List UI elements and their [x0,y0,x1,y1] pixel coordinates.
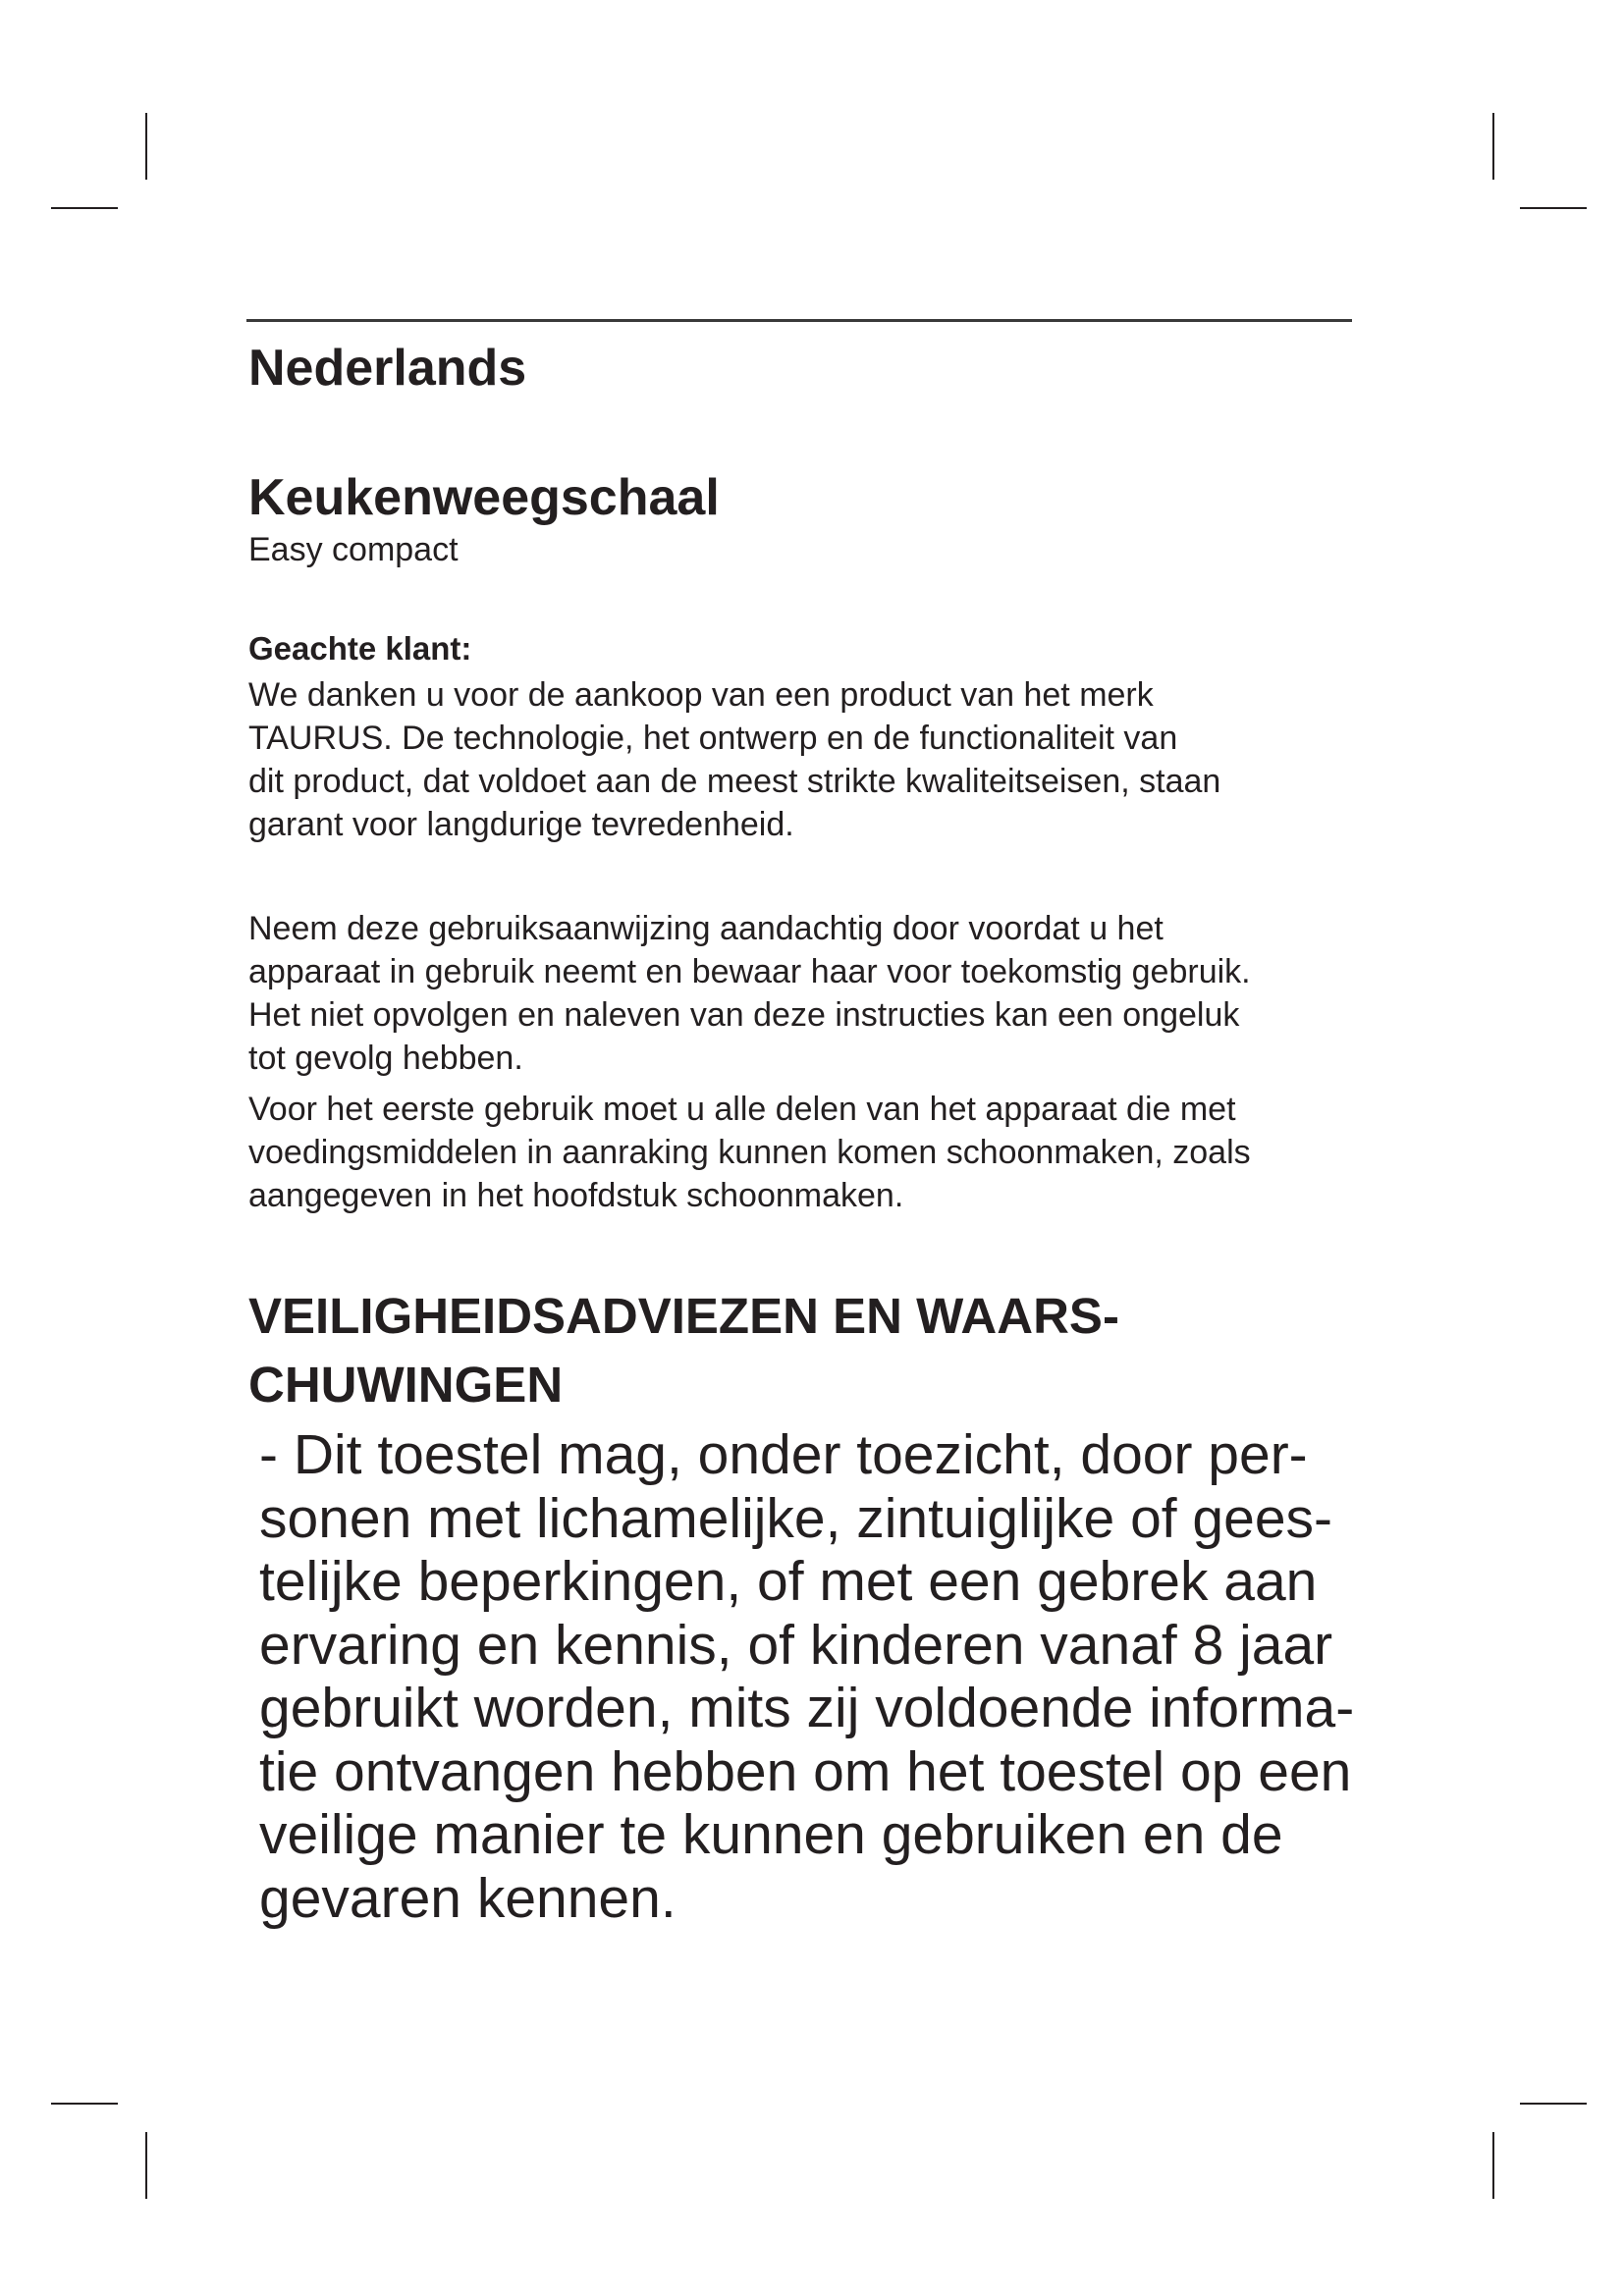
paragraph-line: apparaat in gebruik neemt en bewaar haar voor toekomstig gebruik. [248,953,1251,990]
crop-mark-bottom-left-horizontal [51,2103,118,2105]
crop-mark-bottom-right-horizontal [1520,2103,1587,2105]
crop-mark-top-left-vertical [145,113,147,180]
product-model: Easy compact [248,531,459,568]
warning-line: telijke beperkingen, of met een gebrek aan [259,1550,1318,1613]
first-use-paragraph [248,1088,1358,1217]
crop-mark-top-right-horizontal [1520,207,1587,209]
warning-line: - Dit toestel mag, onder toezicht, door per- [259,1423,1308,1486]
paragraph-line: We danken u voor de aankoop van een product van het merk [248,676,1154,714]
warning-line: gebruikt worden, mits zij voldoende informa- [259,1677,1355,1739]
header-rule [246,319,1352,322]
heading-line: CHUWINGEN [248,1357,564,1413]
paragraph-line: Het niet opvolgen en naleven van deze instructies kan een ongeluk [248,996,1240,1034]
read-instructions-paragraph [248,907,1358,1080]
paragraph-line: dit product, dat voldoet aan de meest strikte kwaliteitseisen, staan [248,763,1221,800]
greeting: Geachte klant: [248,630,472,667]
paragraph-line: garant voor langdurige tevredenheid. [248,806,794,843]
crop-mark-bottom-left-vertical [145,2132,147,2199]
safety-section-heading [248,1282,1119,1419]
crop-mark-bottom-right-vertical [1492,2132,1494,2199]
warning-line: gevaren kennen. [259,1866,677,1930]
product-title: Keukenweegschaal [248,469,720,526]
crop-mark-top-right-vertical [1492,113,1494,180]
paragraph-line: voedingsmiddelen in aanraking kunnen komen schoonmaken, zoals [248,1134,1251,1171]
crop-mark-top-left-horizontal [51,207,118,209]
warning-line: sonen met lichamelijke, zintuiglijke of gees- [259,1486,1333,1550]
warning-line: veilige manier te kunnen gebruiken en de [259,1803,1283,1866]
paragraph-line: Voor het eerste gebruik moet u alle delen van het apparaat die met [248,1091,1236,1128]
paragraph-line: tot gevolg hebben. [248,1040,523,1077]
warning-line: tie ontvangen hebben om het toestel op een [259,1739,1352,1803]
paragraph-line: TAURUS. De technologie, het ontwerp en de functionaliteit van [248,720,1178,757]
safety-warning-item [259,1423,1354,1930]
thanks-paragraph [248,673,1358,846]
paragraph-line: aangegeven in het hoofdstuk schoonmaken. [248,1177,904,1214]
paragraph-line: Neem deze gebruiksaanwijzing aandachtig door voordat u het [248,910,1164,947]
warning-line: ervaring en kennis, of kinderen vanaf 8 jaar [259,1613,1333,1677]
language-heading: Nederlands [248,340,527,397]
heading-line: VEILIGHEIDSADVIEZEN EN WAARS- [248,1288,1119,1344]
